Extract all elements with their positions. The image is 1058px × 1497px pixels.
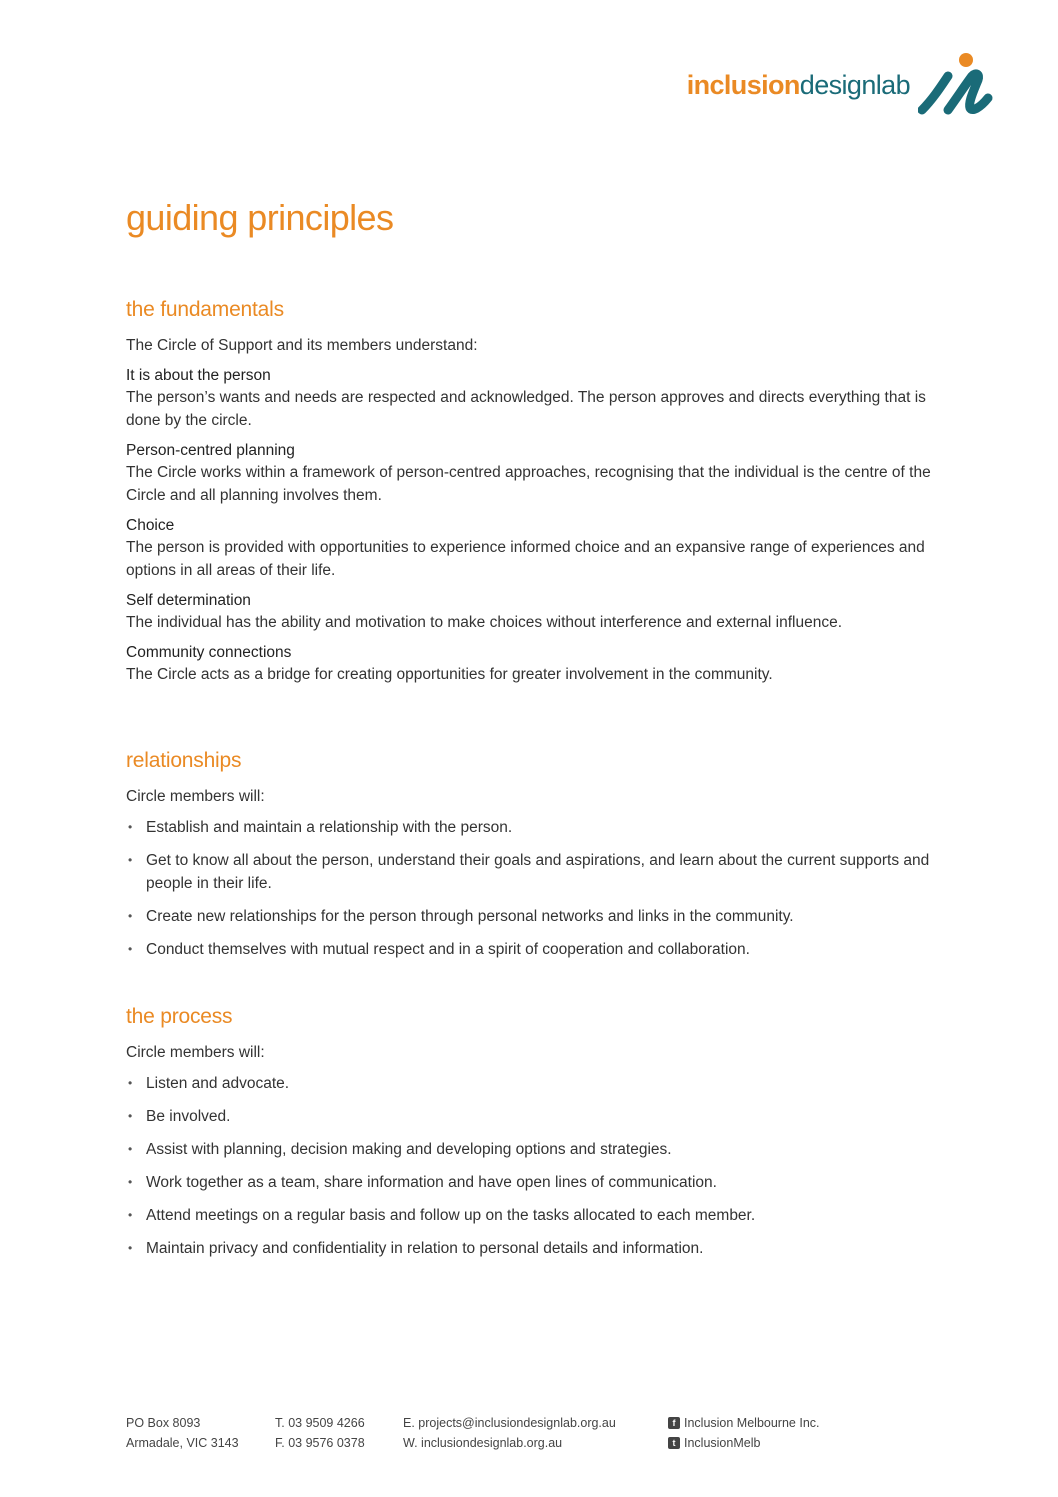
footer-social bbox=[668, 1413, 820, 1453]
principle-item bbox=[126, 590, 956, 634]
facebook-link[interactable] bbox=[668, 1413, 820, 1433]
brand-name-inclusion: inclusion bbox=[686, 69, 800, 100]
brand-mark-icon bbox=[918, 52, 996, 118]
principle-body: The Circle acts as a bridge for creating opportunities for greater involvement in the community. bbox=[126, 666, 773, 683]
fax-number: F. 03 9576 0378 bbox=[275, 1436, 365, 1450]
facebook-label: Inclusion Melbourne Inc. bbox=[684, 1416, 820, 1430]
relationships-heading: relationships bbox=[126, 749, 242, 772]
footer-address bbox=[126, 1413, 239, 1453]
facebook-icon: f bbox=[668, 1417, 680, 1429]
principle-item bbox=[126, 365, 956, 432]
list-item: • Work together as a team, share information and have open lines of communication. bbox=[126, 1171, 956, 1194]
process-heading: the process bbox=[126, 1005, 233, 1028]
fundamentals-section bbox=[126, 298, 956, 694]
fundamentals-heading: the fundamentals bbox=[126, 298, 284, 321]
relationships-intro: Circle members will: bbox=[126, 788, 265, 805]
twitter-label: InclusionMelb bbox=[684, 1436, 761, 1450]
principle-title: Choice bbox=[126, 517, 175, 534]
principle-body: The Circle works within a framework of person-centred approaches, recognising that the individual is the centre of the Circle and all planning involves them. bbox=[126, 464, 931, 504]
address-line: Armadale, VIC 3143 bbox=[126, 1436, 239, 1450]
relationships-section bbox=[126, 749, 956, 971]
process-section bbox=[126, 1005, 956, 1270]
page-title: guiding principles bbox=[126, 197, 394, 238]
principle-item bbox=[126, 440, 956, 507]
twitter-icon: t bbox=[668, 1437, 680, 1449]
brand-logo bbox=[687, 52, 996, 118]
phone-number: T. 03 9509 4266 bbox=[275, 1416, 365, 1430]
principle-title: Person-centred planning bbox=[126, 442, 295, 459]
list-item: • Listen and advocate. bbox=[126, 1072, 956, 1095]
footer-contact bbox=[403, 1413, 616, 1453]
list-item: • Establish and maintain a relationship with the person. bbox=[126, 816, 956, 839]
list-item: • Assist with planning, decision making and developing options and strategies. bbox=[126, 1138, 956, 1161]
list-item: • Conduct themselves with mutual respect and in a spirit of cooperation and collaboration. bbox=[126, 938, 956, 961]
principle-body: The individual has the ability and motivation to make choices without interference and external influence. bbox=[126, 614, 842, 631]
list-item: • Attend meetings on a regular basis and follow up on the tasks allocated to each member. bbox=[126, 1204, 956, 1227]
fundamentals-intro: The Circle of Support and its members understand: bbox=[126, 337, 478, 354]
list-item: • Create new relationships for the person through personal networks and links in the community. bbox=[126, 905, 956, 928]
list-item: • Maintain privacy and confidentiality in relation to personal details and information. bbox=[126, 1237, 956, 1260]
address-line: PO Box 8093 bbox=[126, 1416, 201, 1430]
principle-body: The person’s wants and needs are respected and acknowledged. The person approves and directs everything that is done by the circle. bbox=[126, 389, 926, 429]
twitter-link[interactable] bbox=[668, 1433, 820, 1453]
list-item: • Be involved. bbox=[126, 1105, 956, 1128]
brand-wordmark bbox=[686, 69, 910, 100]
relationships-list bbox=[126, 816, 956, 961]
website-link[interactable]: W. inclusiondesignlab.org.au bbox=[403, 1436, 563, 1450]
principle-body: The person is provided with opportunities to experience informed choice and an expansive range of experiences and options in all areas of their life. bbox=[126, 539, 925, 579]
process-list bbox=[126, 1072, 956, 1260]
principle-item bbox=[126, 642, 956, 686]
brand-name-designlab: designlab bbox=[799, 69, 910, 100]
principle-title: Community connections bbox=[126, 644, 292, 661]
email-link[interactable]: E. projects@inclusiondesignlab.org.au bbox=[403, 1416, 616, 1430]
footer-phone bbox=[275, 1413, 365, 1453]
process-intro: Circle members will: bbox=[126, 1044, 265, 1061]
principle-title: Self determination bbox=[126, 592, 251, 609]
principle-title: It is about the person bbox=[126, 367, 271, 384]
principle-item bbox=[126, 515, 956, 582]
list-item: • Get to know all about the person, understand their goals and aspirations, and learn about the current supports and people in their life. bbox=[126, 849, 956, 895]
